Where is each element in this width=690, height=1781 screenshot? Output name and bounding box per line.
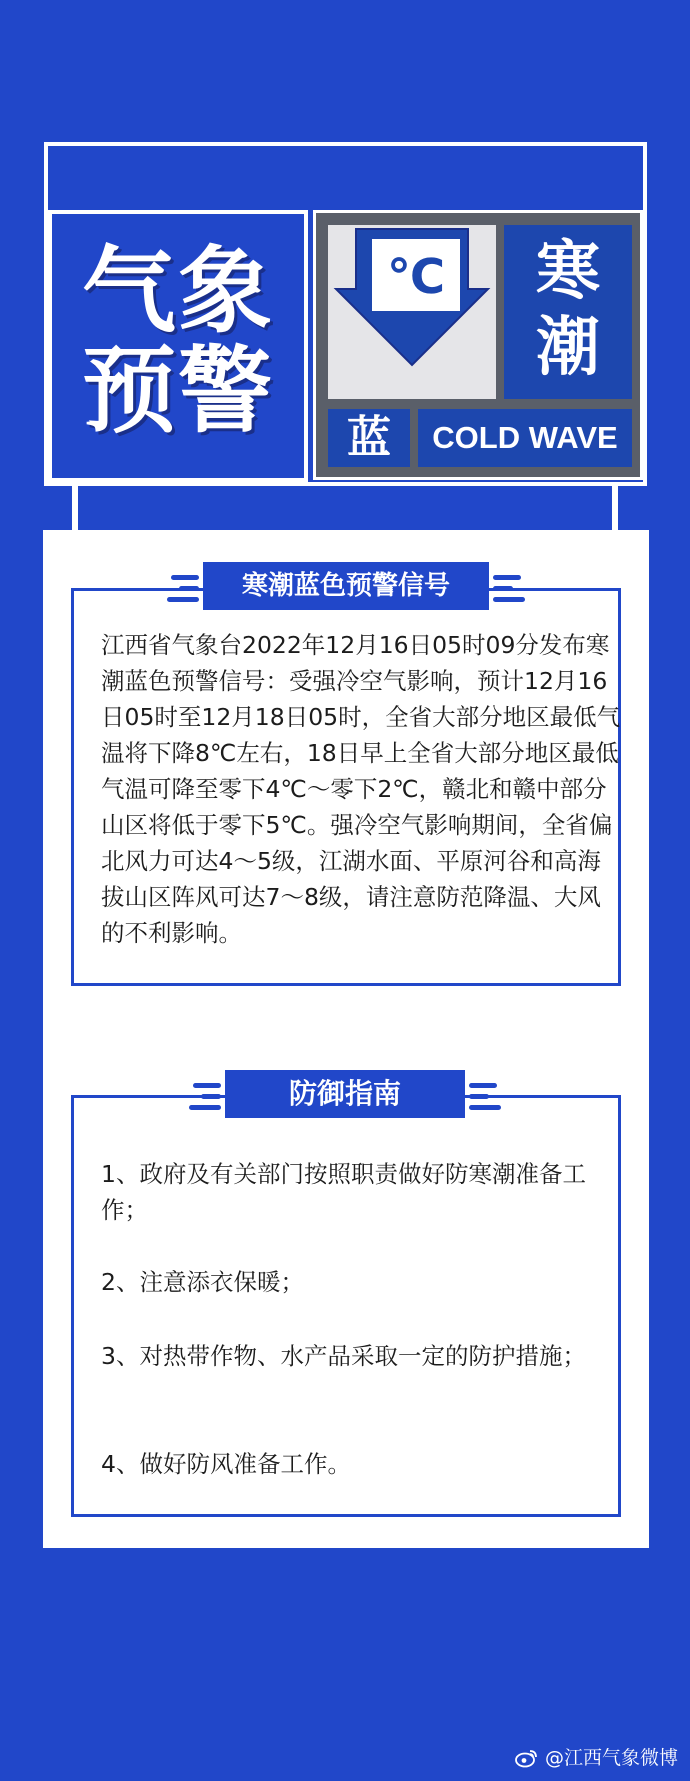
cold-char-1: 寒 [536, 235, 600, 309]
level-char: 蓝 [347, 412, 391, 463]
title-line-1: 气象 [81, 237, 274, 346]
temperature-drop-icon [328, 225, 496, 399]
guide-item-2: 2、注意添衣保暖； [101, 1268, 304, 1296]
ribbon-stripe [179, 586, 199, 591]
warning-heading: 寒潮蓝色预警信号 [203, 562, 489, 610]
cold-char-2: 潮 [536, 311, 600, 385]
connector-left [72, 486, 78, 532]
weibo-icon [515, 1748, 539, 1768]
ribbon-stripe [189, 1105, 221, 1110]
watermark-text: @江西气象微博 [544, 1747, 678, 1769]
title-box [48, 210, 308, 482]
ribbon-stripe [493, 575, 521, 580]
ribbon-stripe [469, 1083, 497, 1088]
level-label [328, 409, 410, 467]
content-panel [43, 530, 649, 1548]
ribbon-stripe [469, 1094, 489, 1099]
guide-heading: 防御指南 [225, 1070, 465, 1118]
ribbon-stripe [201, 1094, 221, 1099]
guide-item-4: 4、做好防风准备工作。 [101, 1450, 351, 1478]
ribbon-stripe [167, 597, 199, 602]
down-arrow-icon [328, 225, 496, 399]
ribbon-stripe [193, 1083, 221, 1088]
guide-item-3: 3、对热带作物、水产品采取一定的防护措施； [101, 1342, 586, 1370]
warning-signal-icon [313, 210, 643, 480]
warning-body: 江西省气象台2022年12月16日05时09分发布寒潮蓝色预警信号：受强冷空气影响，预计12月16日05时至12月18日05时，全省大部分地区最低气温将下降8℃左右，18日早上全省大部分地区最低气温可降至零下4℃～零下2℃，赣北和赣中部分山区将低于零下5℃。强冷空气影响期间，全省偏北风力可达4～5级，江湖水面、平原河谷和高海拔山区阵风可达7～8级，请注意防范降温、大风的不利影响。 [101, 631, 621, 947]
ribbon-stripe [171, 575, 199, 580]
ribbon-stripe [493, 586, 513, 591]
title-line-2: 预警 [81, 337, 274, 446]
english-label [418, 409, 632, 467]
weibo-watermark [515, 1745, 678, 1771]
guide-item-1: 1、政府及有关部门按照职责做好防寒潮准备工作； [101, 1160, 586, 1224]
english-text: COLD WAVE [432, 420, 618, 455]
ribbon-stripe [493, 597, 525, 602]
cold-label [504, 225, 632, 399]
celsius-label: ℃ [386, 249, 446, 305]
ribbon-stripe [469, 1105, 501, 1110]
connector-right [612, 486, 618, 532]
